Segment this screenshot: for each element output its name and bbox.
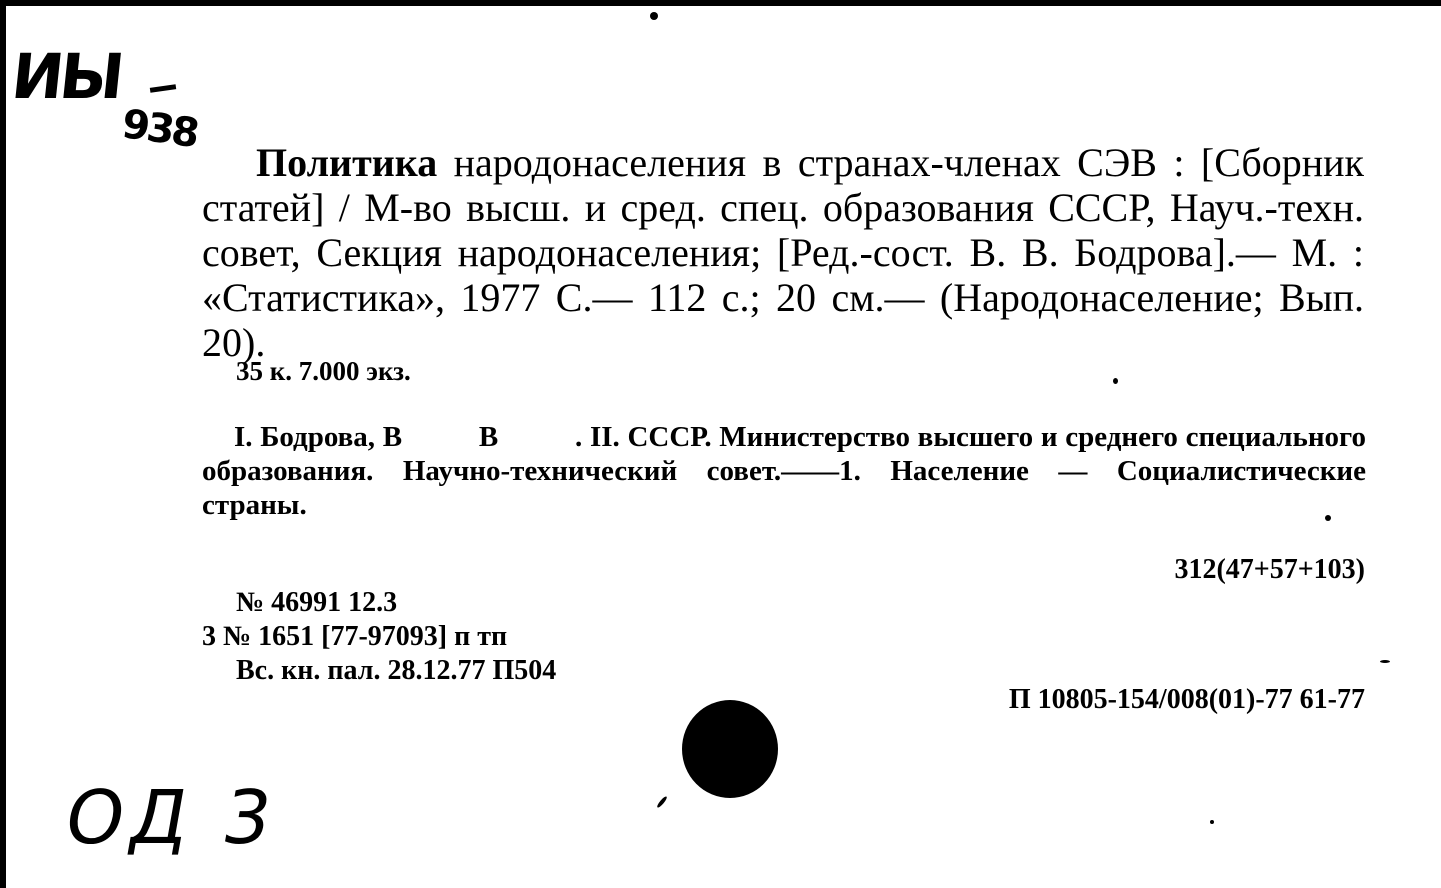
scan-speck: [656, 795, 668, 808]
scan-speck: [1113, 378, 1118, 384]
record-lines: [202, 586, 556, 688]
shelf-mark-line2: 938: [119, 101, 200, 157]
handwritten-mark: ОД 3: [58, 775, 285, 861]
scan-speck: [1325, 515, 1331, 521]
price-and-print-run: 35 к. 7.000 экз.: [236, 356, 411, 386]
scan-speck: [1210, 820, 1214, 824]
scan-speck: [650, 12, 658, 20]
shelf-mark-line1: ИЫ: [8, 40, 124, 113]
entry-description: народонаселения в странах-членах СЭВ : [Сборник статей] / М-во высш. и сред. спец. образования СССР, Науч.-техн. совет, Секция народонаселения; [Ред.-сост. В. В. Бодрова].— М. : «Статистика», 1977 С.— 112 с.; 20 см.— (Народонаселение; Вып. 20).: [202, 140, 1364, 365]
card-left-edge: [0, 0, 6, 888]
classification-index: 312(47+57+103): [1174, 554, 1365, 585]
publisher-code: П 10805-154/008(01)-77 61-77: [1008, 684, 1365, 715]
bibliographic-entry: [202, 140, 1364, 365]
scan-speck: [1380, 660, 1390, 663]
record-line-2: 3 № 1651 [77-97093] п тп: [202, 621, 508, 652]
card-top-edge: [0, 0, 1441, 6]
record-line-1: № 46991 12.3: [236, 587, 398, 618]
entry-heading: Политика: [256, 140, 438, 185]
shelf-mark-dash: [150, 84, 176, 93]
record-line-3: Вс. кн. пал. 28.12.77 П504: [236, 655, 557, 686]
tracings: I. Бодрова, В В . II. СССР. Министерство высшего и среднего специального образования. Научно-технический совет.——1. Население — Социалистические страны.: [202, 421, 1374, 521]
card-punch-hole: [682, 700, 778, 798]
